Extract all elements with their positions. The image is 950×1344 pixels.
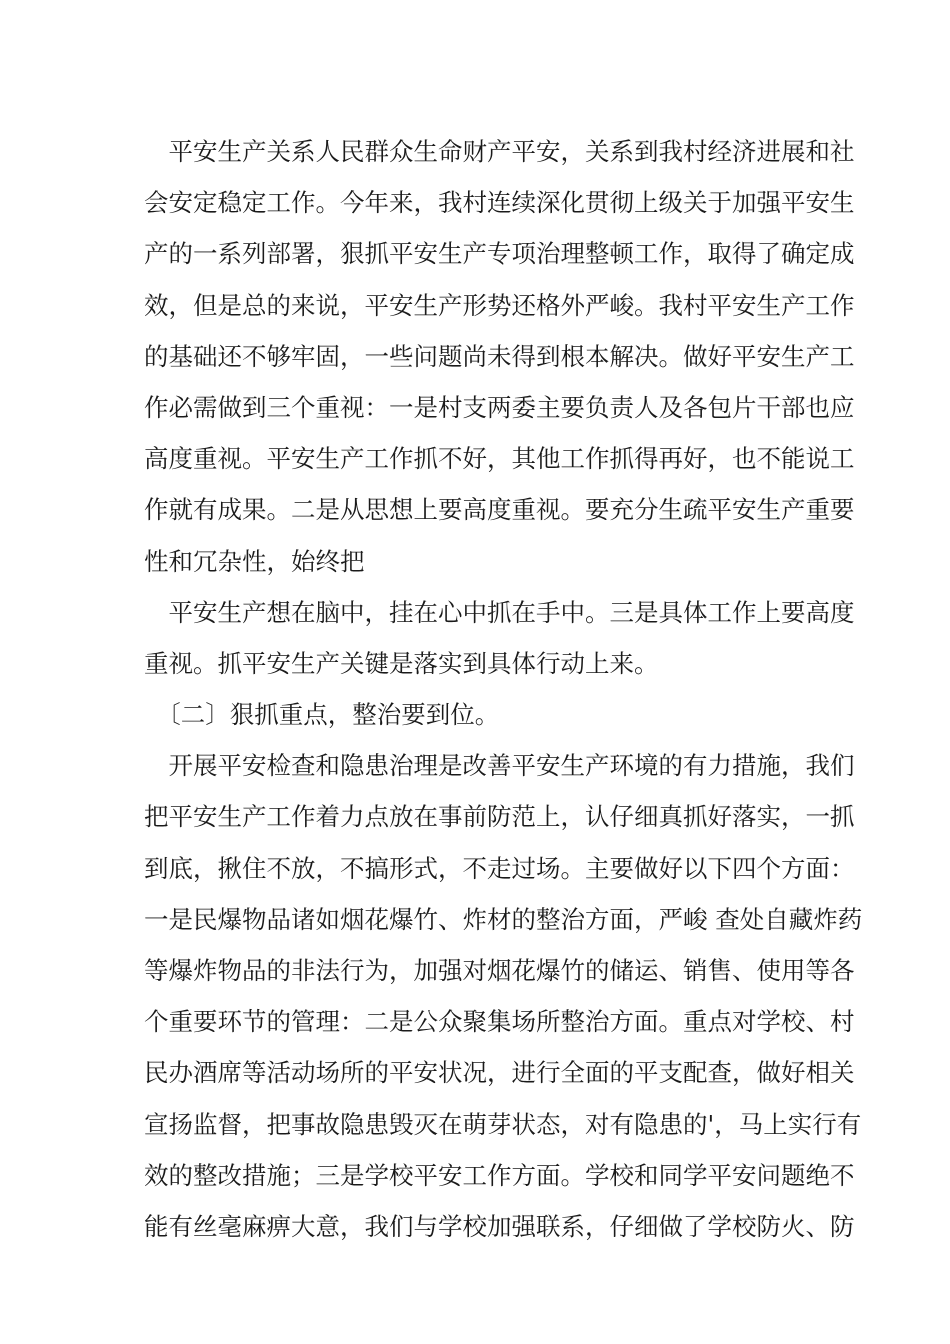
text-line: 等爆炸物品的非法行为，加强对烟花爆竹的储运、销售、使用等各 [144, 956, 855, 985]
text-line: 性和冗杂性，始终把 [144, 546, 365, 576]
text-line: 个重要环节的管理：二是公众聚集场所整治方面。重点对学校、村 [144, 1007, 855, 1037]
document-body [144, 126, 863, 1252]
text-line: 开展平安检查和隐患治理是改善平安生产环境的有力措施，我们 [144, 751, 855, 781]
text-line: 把平安生产工作着力点放在事前防范上，认仔细真抓好落实，一抓 [144, 802, 855, 832]
text-line: 效的整改措施；三是学校平安工作方面。学校和同学平安问题绝不 [144, 1160, 855, 1190]
text-line: 平安生产想在脑中，挂在心中抓在手中。三是具体工作上要高度 [144, 597, 855, 627]
text-line: 作必需做到三个重视：一是村支两委主要负责人及各包片干部也应 [144, 392, 855, 422]
text-line: 作就有成果。二是从思想上要高度重视。要充分生疏平安生产重要 [144, 495, 855, 525]
text-line: 会安定稳定工作。今年来，我村连续深化贯彻上级关于加强平安生 [144, 188, 855, 218]
text-line: 平安生产关系人民群众生命财产平安，关系到我村经济进展和社 [144, 137, 855, 166]
text-line: 到底，揪住不放，不搞形式，不走过场。主要做好以下四个方面： [144, 853, 855, 883]
text-line: 产的一系列部署，狠抓平安生产专项治理整顿工作，取得了确定成 [144, 239, 855, 269]
text-line: 能有丝毫麻痹大意，我们与学校加强联系，仔细做了学校防火、防 [144, 1211, 855, 1241]
text-line: 高度重视。平安生产工作抓不好，其他工作抓得再好，也不能说工 [144, 444, 855, 474]
section-heading: 〔二〕狠抓重点，整治要到位。 [144, 700, 500, 730]
text-line: 民办酒席等活动场所的平安状况，进行全面的平支配查，做好相关 [144, 1058, 855, 1088]
text-line: 效，但是总的来说，平安生产形势还格外严峻。我村平安生产工作 [144, 290, 855, 320]
text-line: 一是民爆物品诸如烟花爆竹、炸材的整治方面，严峻 查处自藏炸药 [144, 904, 863, 934]
text-line: 的基础还不够牢固，一些问题尚未得到根本解决。做好平安生产工 [144, 341, 855, 371]
text-line: 重视。抓平安生产关键是落实到具体行动上来。 [144, 648, 659, 678]
text-line: 宣扬监督，把事故隐患毁灭在萌芽状态，对有隐患的'，马上实行有 [144, 1109, 862, 1139]
